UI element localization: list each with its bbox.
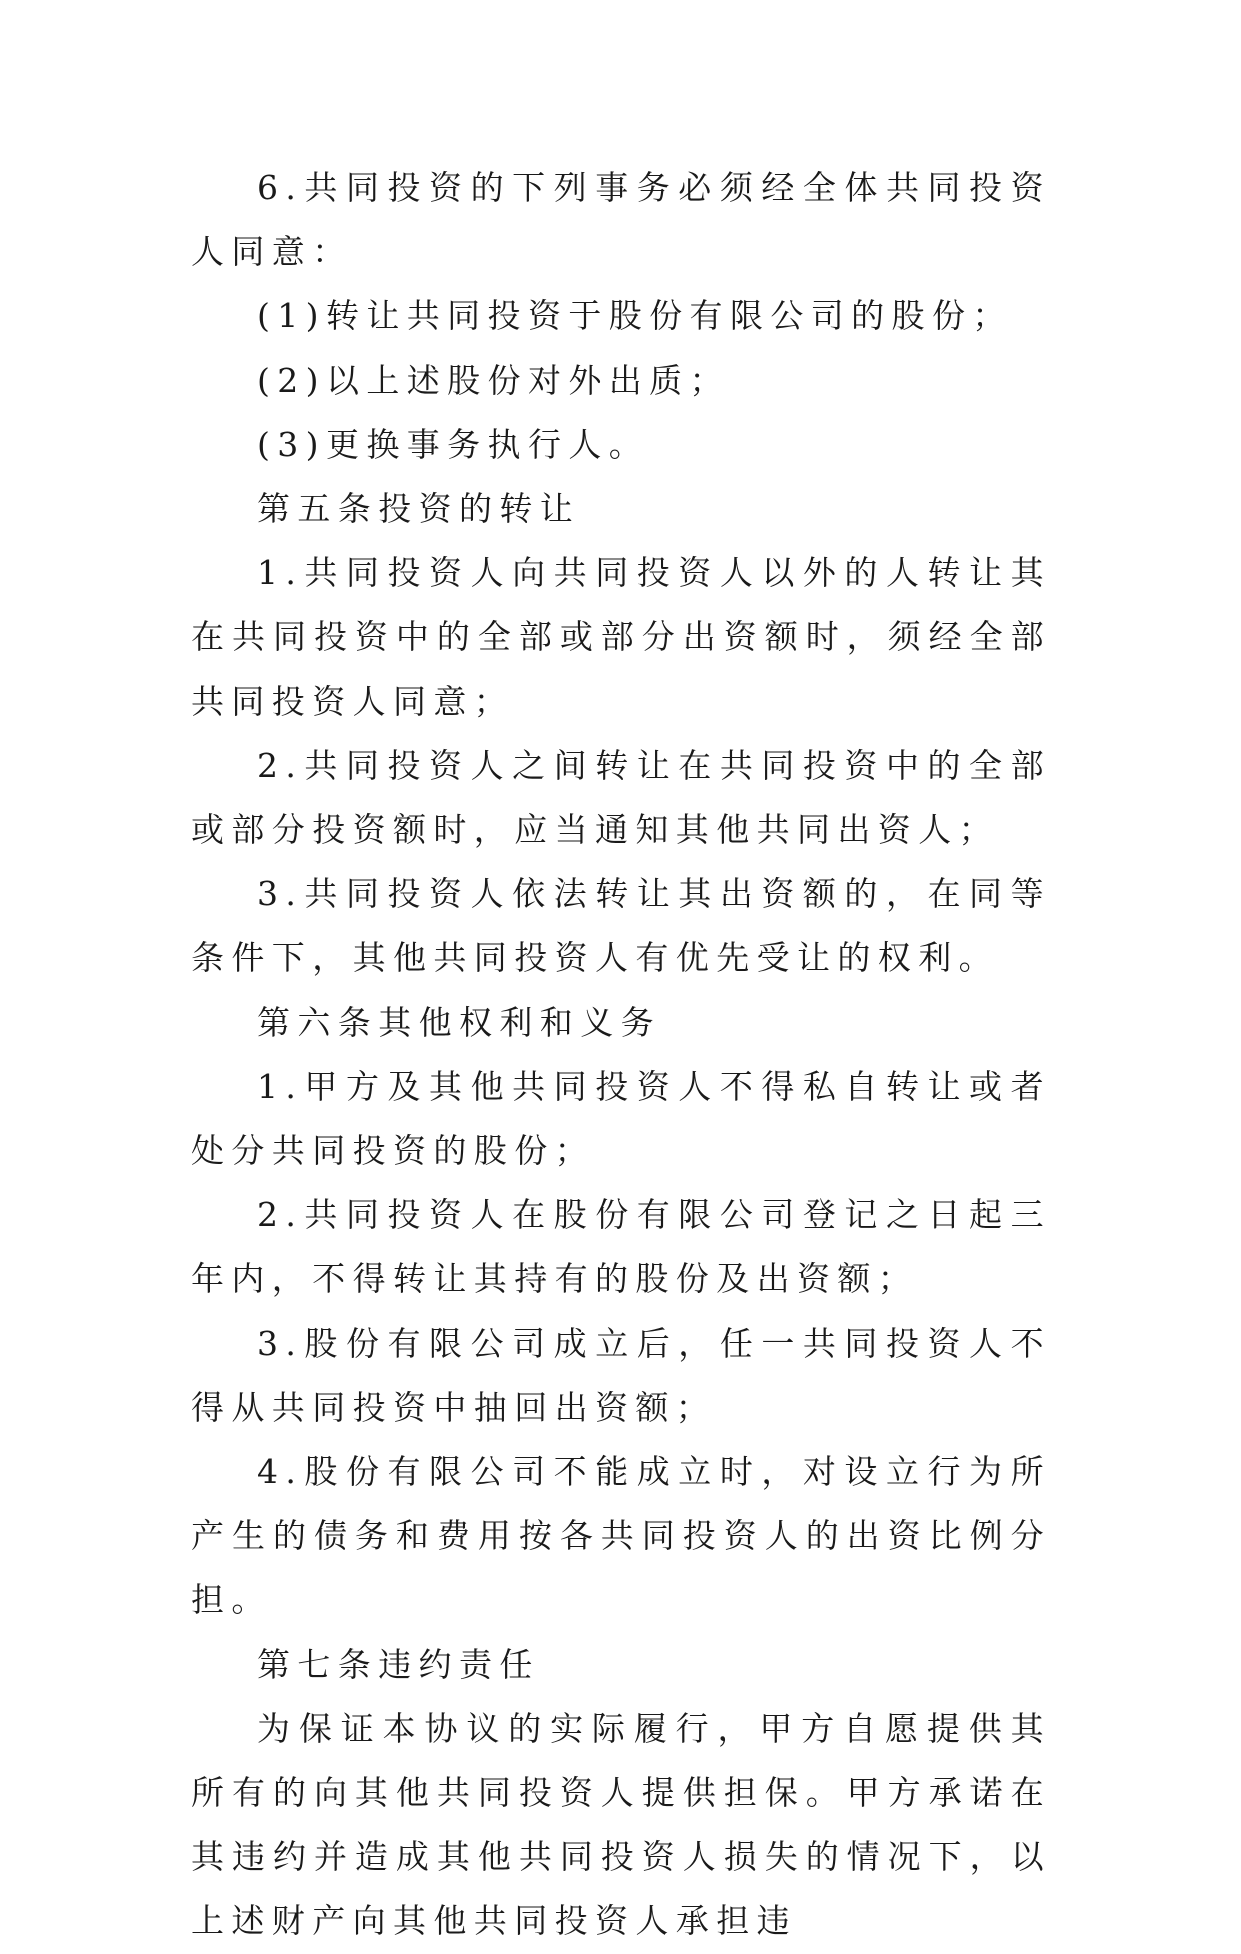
paragraph: 3.共同投资人依法转让其出资额的，在同等条件下，其他共同投资人有优先受让的权利。 (191, 874, 1051, 978)
paragraph: 1.共同投资人向共同投资人以外的人转让其在共同投资中的全部或部分出资额时，须经全部共同投资人同意； (191, 553, 1051, 721)
paragraph: 1.甲方及其他共同投资人不得私自转让或者处分共同投资的股份； (191, 1066, 1051, 1171)
section-heading: 第五条投资的转让 (257, 489, 581, 529)
paragraph: 2.共同投资人在股份有限公司登记之日起三年内，不得转让其持有的股份及出资额； (191, 1195, 1051, 1299)
paragraph: 为保证本协议的实际履行，甲方自愿提供其所有的向其他共同投资人提供担保。甲方承诺在其违约并造成其他共同投资人损失的情况下，以上述财产向其他共同投资人承担违 (191, 1708, 1051, 1941)
paragraph: 4.股份有限公司不能成立时，对设立行为所产生的债务和费用按各共同投资人的出资比例分担。 (191, 1452, 1051, 1620)
paragraph: 3.股份有限公司成立后，任一共同投资人不得从共同投资中抽回出资额； (191, 1323, 1051, 1427)
document-body (191, 156, 1051, 1954)
paragraph: (2)以上述股份对外出质； (257, 360, 730, 400)
paragraph: (3)更换事务执行人。 (257, 424, 650, 464)
paragraph: (1)转让共同投资于股份有限公司的股份； (257, 296, 1013, 336)
section-heading: 第七条违约责任 (257, 1644, 540, 1684)
section-heading: 第六条其他权利和义务 (257, 1002, 661, 1042)
paragraph: 6.共同投资的下列事务必须经全体共同投资人同意： (191, 168, 1051, 272)
paragraph: 2.共同投资人之间转让在共同投资中的全部或部分投资额时，应当通知其他共同出资人； (191, 745, 1051, 850)
